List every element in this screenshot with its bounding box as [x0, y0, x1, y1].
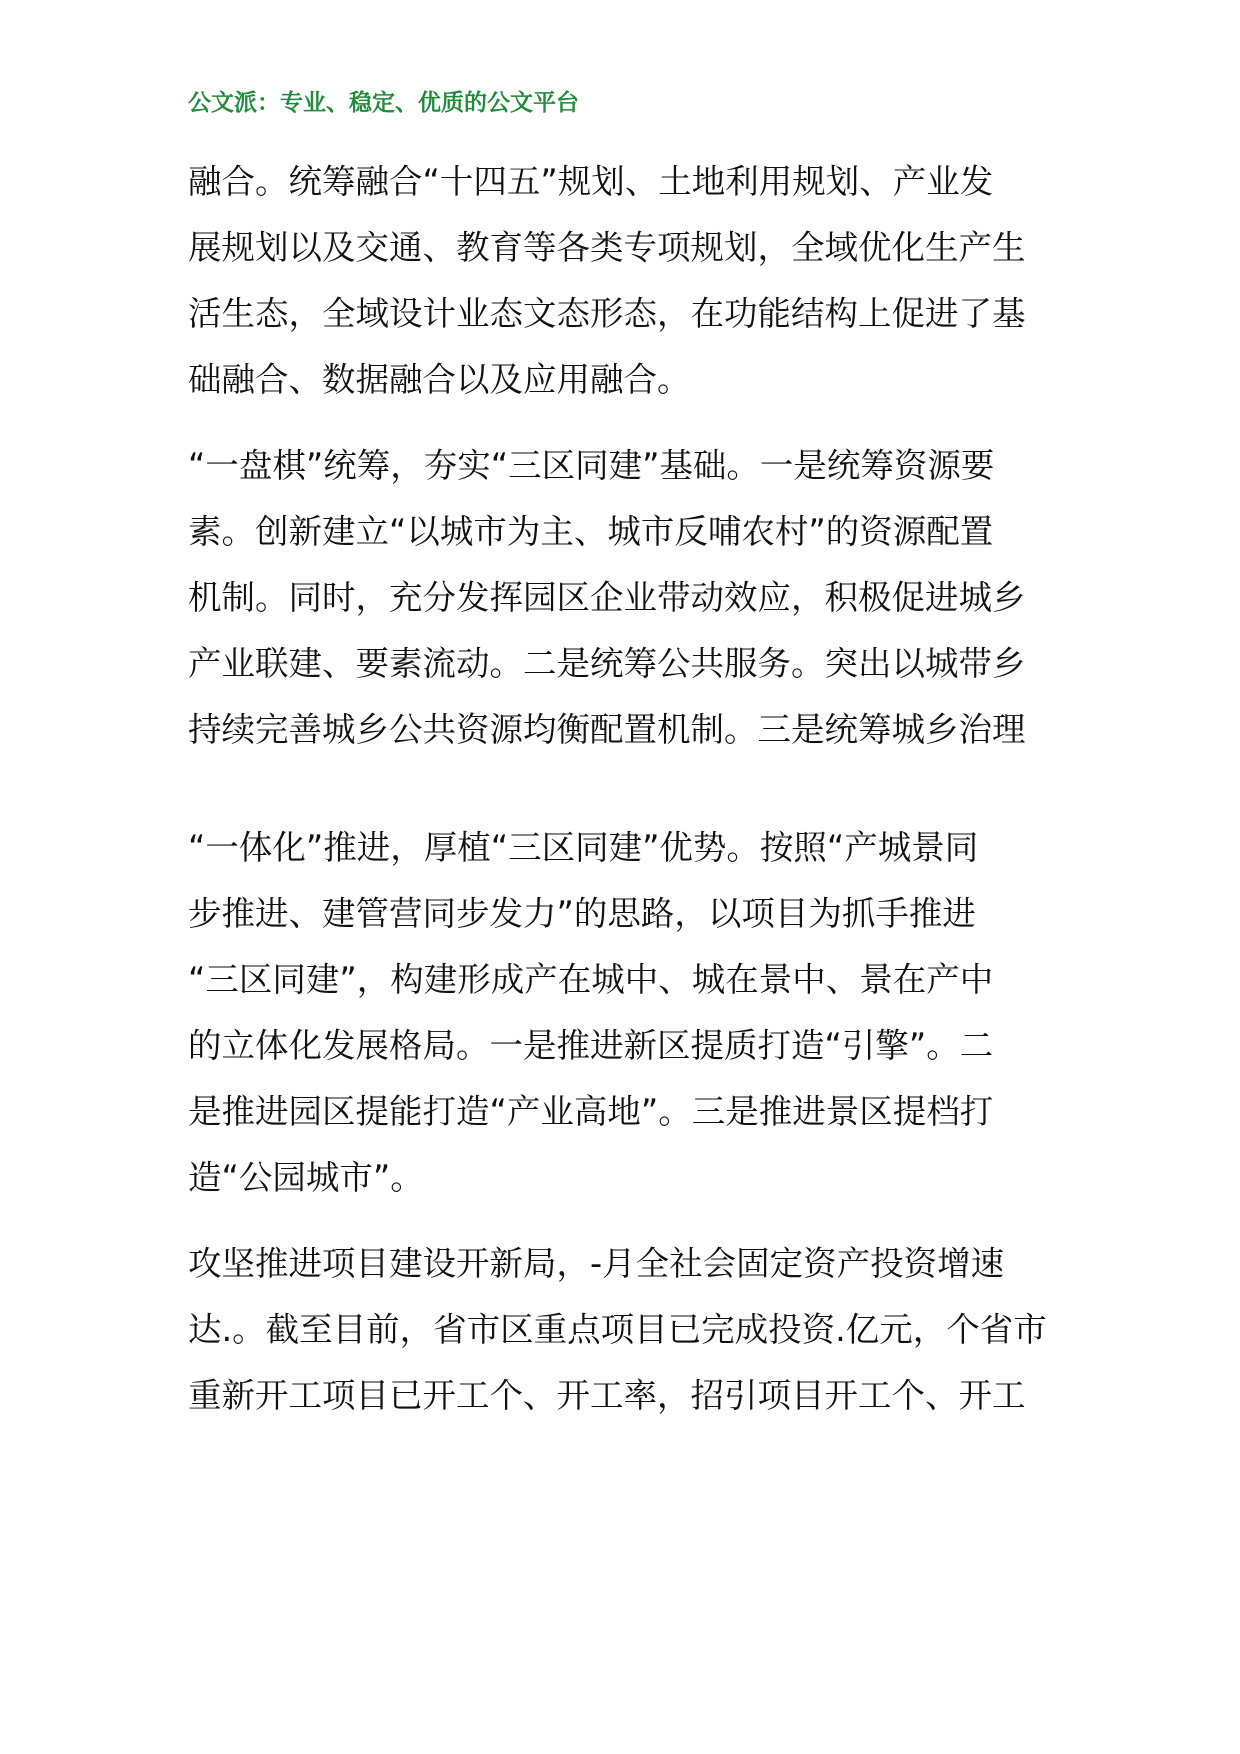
body-line: 础融合、数据融合以及应用融合。: [188, 360, 691, 399]
body-line: 的立体化发展格局。一是推进新区提质打造“引擎”。二: [188, 1026, 994, 1065]
body-line: 步推进、建管营同步发力”的思路，以项目为抓手推进: [188, 894, 976, 933]
body-line: “一盘棋”统筹，夯实“三区同建”基础。一是统筹资源要: [188, 446, 995, 485]
body-line: 造“公园城市”。: [188, 1158, 424, 1197]
body-line: 展规划以及交通、教育等各类专项规划，全域优化生产生: [188, 228, 1026, 267]
page-header: 公文派：专业、稳定、优质的公文平台: [188, 90, 579, 116]
body-line: 产业联建、要素流动。二是统筹公共服务。突出以城带乡: [188, 644, 1026, 683]
body-line: 活生态，全域设计业态文态形态，在功能结构上促进了基: [188, 294, 1026, 333]
body-line: 融合。统筹融合“十四五”规划、土地利用规划、产业发: [188, 162, 994, 201]
body-line: 持续完善城乡公共资源均衡配置机制。三是统筹城乡治理: [188, 710, 1026, 749]
body-line: “三区同建”，构建形成产在城中、城在景中、景在产中: [188, 960, 994, 999]
body-line: 是推进园区提能打造“产业高地”。三是推进景区提档打: [188, 1092, 994, 1131]
body-line: 重新开工项目已开工个、开工率，招引项目开工个、开工: [188, 1376, 1026, 1415]
body-line: 达.。截至目前，省市区重点项目已完成投资.亿元，个省市: [188, 1310, 1047, 1349]
body-line: 机制。同时，充分发挥园区企业带动效应，积极促进城乡: [188, 578, 1026, 617]
body-line: 攻坚推进项目建设开新局，-月全社会固定资产投资增速: [188, 1244, 1005, 1283]
body-line: “一体化”推进，厚植“三区同建”优势。按照“产城景同: [188, 828, 979, 867]
body-line: 素。创新建立“以城市为主、城市反哺农村”的资源配置: [188, 512, 994, 551]
